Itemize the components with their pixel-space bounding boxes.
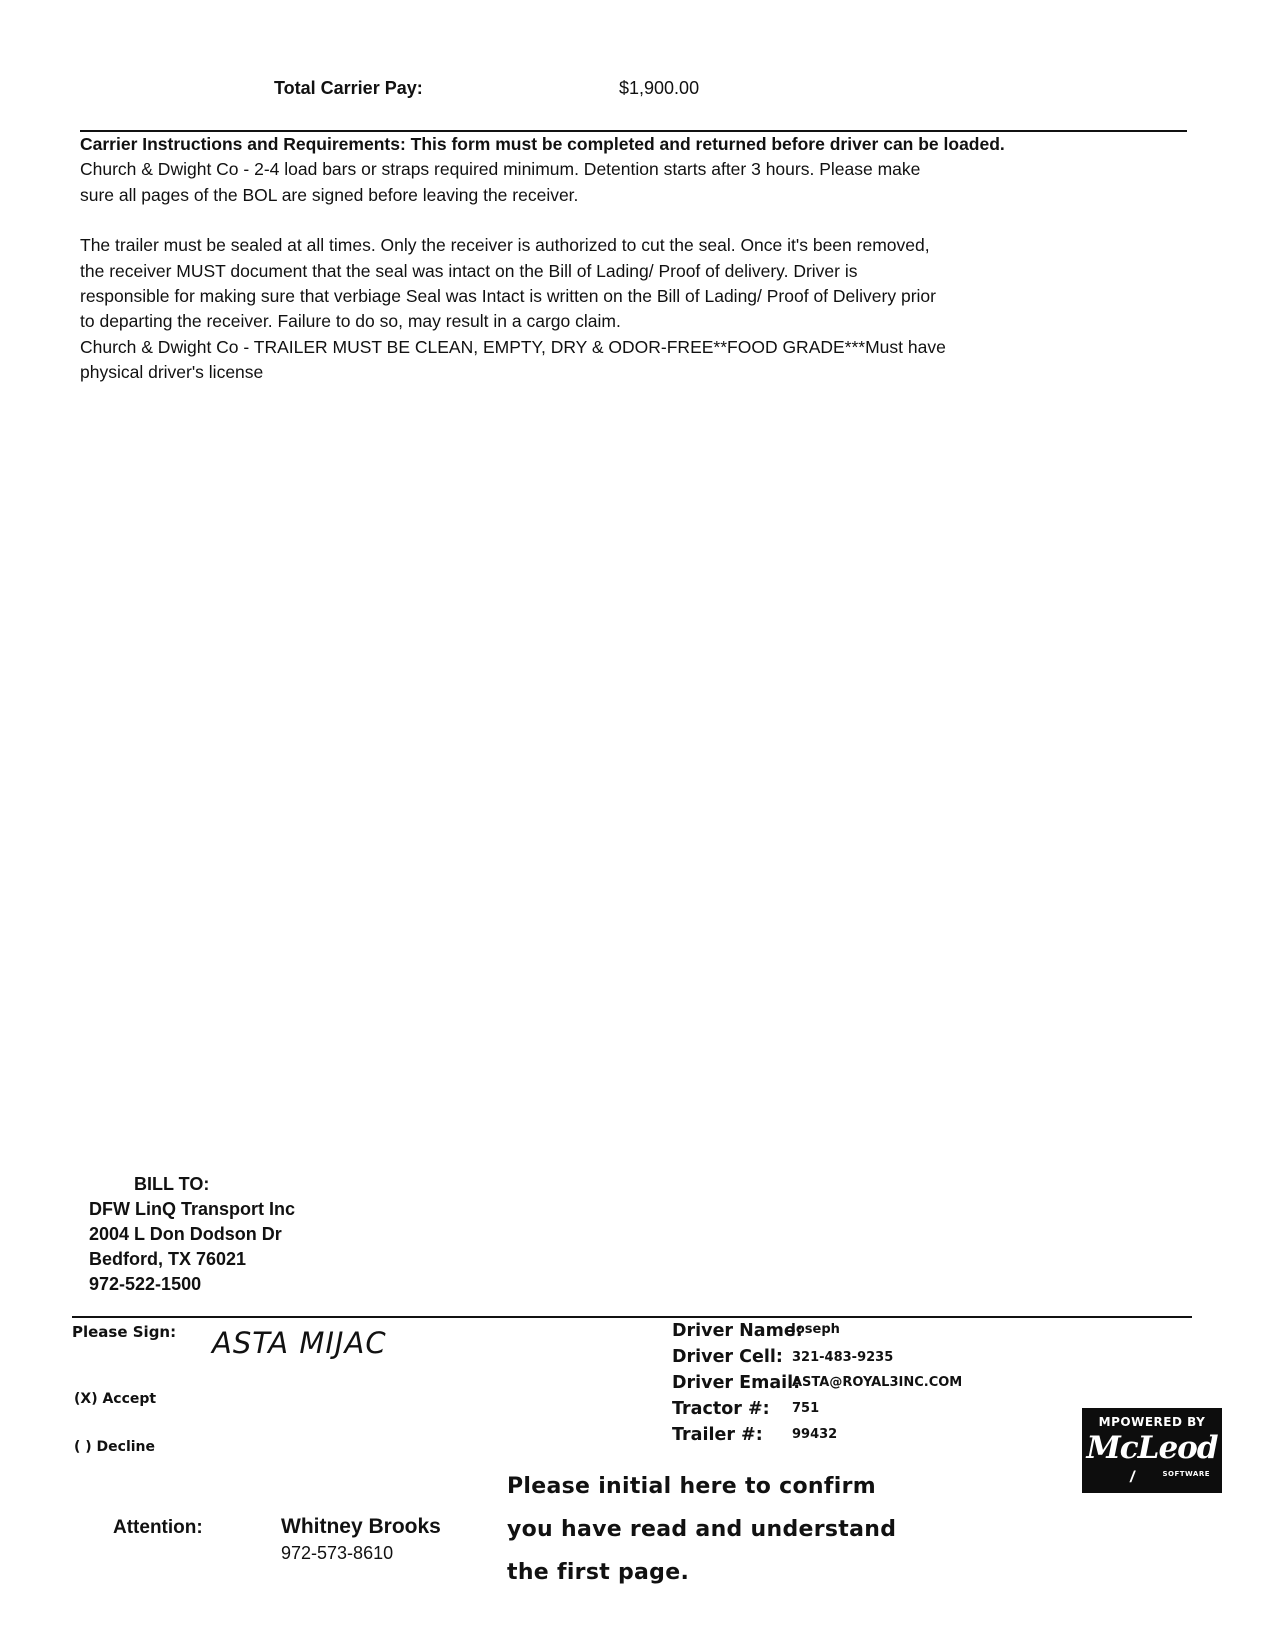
instructions-heading: Carrier Instructions and Requirements: This form must be completed and returned before driver can be loaded. [80,134,1005,154]
instruction-line: Church & Dwight Co - TRAILER MUST BE CLEAN, EMPTY, DRY & ODOR-FREE**FOOD GRADE***Must have [80,336,946,357]
driver-email-value: ASTA@ROYAL3INC.COM [792,1375,963,1390]
accept-option[interactable]: (X) Accept [74,1391,157,1407]
driver-email-label: Driver Email: [672,1373,801,1393]
logo-powered-by-text: MPOWERED BY [1098,1415,1206,1429]
trailer-label: Trailer #: [672,1425,763,1445]
instruction-line: to departing the receiver. Failure to do so, may result in a cargo claim. [80,311,621,332]
mcleod-logo [1082,1408,1222,1493]
bill-to-company: DFW LinQ Transport Inc [89,1199,295,1219]
initial-confirm-line: you have read and understand [507,1517,897,1542]
attention-label: Attention: [113,1517,203,1538]
instruction-line: The trailer must be sealed at all times. Only the receiver is authorized to cut the seal. Once it's been removed, [80,235,930,256]
trailer-value: 99432 [792,1427,838,1442]
initial-confirm-note [507,1465,927,1594]
bill-to-address-line1: 2004 L Don Dodson Dr [89,1224,282,1244]
total-carrier-pay-label: Total Carrier Pay: [274,78,423,98]
signature-field[interactable]: ASTA MIJAC [212,1326,387,1360]
bill-to-title: BILL TO: [134,1174,210,1194]
tractor-value: 751 [792,1401,820,1416]
driver-name-value: Joseph [791,1322,840,1337]
signature-divider [72,1316,1192,1318]
bill-to-address-line2: Bedford, TX 76021 [89,1249,247,1269]
carrier-instructions [80,132,1210,386]
decline-option[interactable]: ( ) Decline [74,1439,156,1455]
instruction-line: the receiver MUST document that the seal was intact on the Bill of Lading/ Proof of delivery. Driver is [80,260,858,281]
instruction-line: Church & Dwight Co - 2-4 load bars or straps required minimum. Detention starts after 3 hours. Please make [80,159,921,180]
bill-to-block [89,1172,295,1297]
instruction-line: responsible for making sure that verbiage Seal was Intact is written on the Bill of Lading/ Proof of Delivery prior [80,286,936,307]
instruction-spacer [80,208,1210,233]
attention-name: Whitney Brooks [281,1515,441,1538]
driver-cell-value: 321-483-9235 [792,1350,894,1365]
total-carrier-pay-value: $1,900.00 [619,78,700,98]
initial-confirm-line: Please initial here to confirm [507,1474,876,1499]
driver-cell-label: Driver Cell: [672,1347,783,1367]
logo-swoosh-icon: / [1130,1469,1135,1486]
instruction-line: physical driver's license [80,362,264,383]
driver-name-label: Driver Name: [672,1321,803,1341]
logo-brand-text: McLeod [1086,1430,1218,1466]
attention-phone: 972-573-8610 [281,1543,394,1563]
initial-confirm-line: the first page. [507,1560,690,1585]
tractor-label: Tractor #: [672,1399,770,1419]
bill-to-phone: 972-522-1500 [89,1274,202,1294]
please-sign-label: Please Sign: [72,1323,177,1341]
instruction-line: sure all pages of the BOL are signed before leaving the receiver. [80,184,579,205]
logo-software-text: SOFTWARE [1162,1470,1210,1478]
